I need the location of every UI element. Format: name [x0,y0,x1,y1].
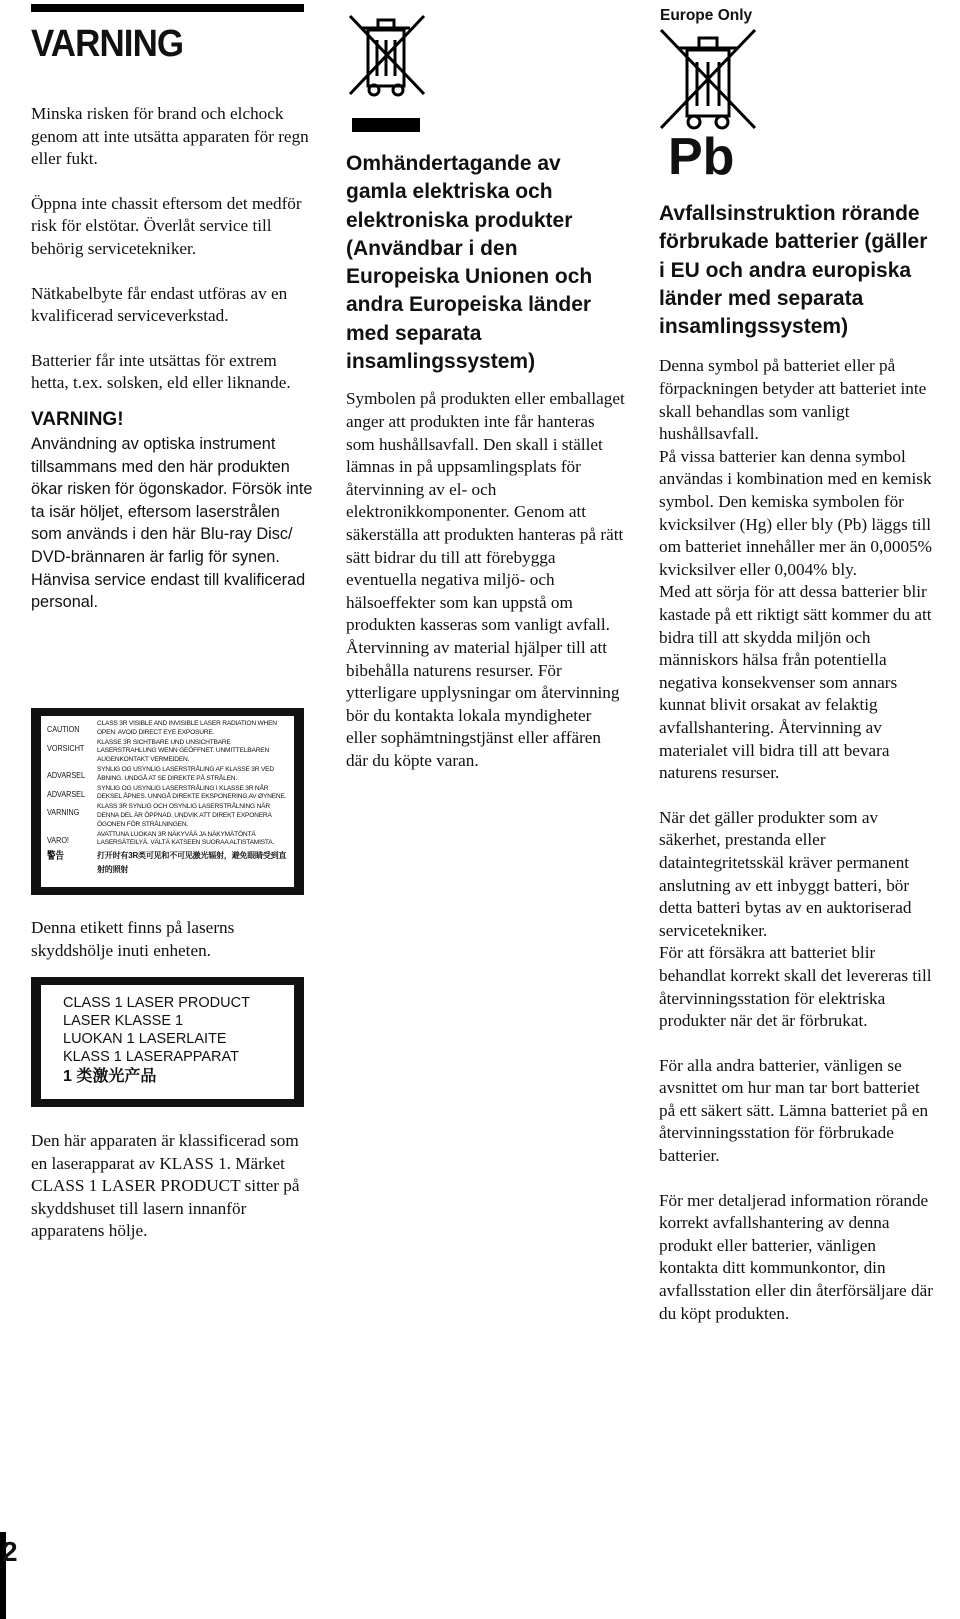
caution-label-row [47,720,290,738]
left-column [31,103,313,614]
paragraph-batteries-heat: Batterier får inte utsättas för extrem hetta, t.ex. solsken, eld eller liknande. [31,350,291,393]
caution-label-tag: VORSICHT [47,742,85,753]
class1-laser-label [31,977,304,1107]
right-column [659,200,939,1325]
caution-label-row [47,739,290,765]
class1-line: LUOKAN 1 LASERLAITE [63,1031,227,1047]
caution-label-tag: ADVARSEL [47,788,86,799]
middle-column [346,150,626,772]
page-title: VARNING [31,23,184,65]
paragraph-optical-warning: Användning av optiska instrument tillsammans med den här produkten ökar risken för ögonskador. Försök inte ta isär höljet, eftersom laserstrålen som används i den här Blu-ray Disc/ DVD-brännaren är farlig för synen. [31,434,313,566]
caution-label-row [47,849,290,877]
battery-p1: Denna symbol på batteriet eller på förpackningen betyder att batteriet inte skall behandlas som vanligt hushållsavfall. [659,356,927,444]
class1-line: LASER KLASSE 1 [63,1013,184,1029]
caution-label-text: 打开时有3R类可见和不可见激光辐射，避免眼睛受到直射的照射 [97,851,287,875]
battery-p7: För mer detaljerad information rörande korrekt avfallshantering av denna produkt eller batterier, vänligen kontakta ditt kommunkontor, din avfallsstation eller din återförsäljare där du köpt produkten. [659,1190,933,1323]
europe-only-label: Europe Only [660,7,753,24]
caution-label-text: SYNLIG OG USYNLIG LASERSTRÅLING I KLASSE 3R NÅR DEKSEL ÅPNES. UNNGÅ DIREKTE EKSPONERING AV ØYNENE. [97,784,287,801]
class1-line: 1 类激光产品 [63,1068,157,1085]
caution-label-tag: 警告 [47,851,64,863]
class1-line: KLASS 1 LASERAPPARAT [63,1049,239,1065]
caution-label-tag: CAUTION [47,724,80,734]
caution-label-text: KLASSE 3R SICHTBARE UND UNSICHTBARE LASERSTRAHLUNG WENN GEÖFFNET. UNMITTELBAREN AUGENKONTAKT VERMEIDEN. [97,738,270,764]
battery-p4: När det gäller produkter som av säkerhet, prestanda eller dataintegritetsskäl kräver permanent anslutning av ett inbyggt batteri, bör detta batteri bytas av en auktoriserad servicetekniker. [659,807,912,940]
caution-label-tag: ADVARSEL [47,769,86,780]
bin-underline-bar [352,118,420,132]
caution-label-row [47,803,290,829]
class1-line: CLASS 1 LASER PRODUCT [63,995,250,1011]
page-number: 2 [2,1536,18,1567]
caution-label-text: AVATTUNA LUOKAN 3R NÄKYVÄÄ JA NÄKYMÄTÖNTÄ LASERSÄTEILYÄ. VÄLTÄ KATSEEN SUORAA ALTISTAMISTA. [97,830,275,847]
paragraph-power-cable: Nätkabelbyte får endast utföras av en kvalificerad serviceverkstad. [31,283,288,326]
weee-heading: Omhändertagande av gamla elektriska och elektroniska produkter (Användbar i den Europeiska Unionen och andra Europeiska länder med separata insamlingssystem) [346,152,593,374]
weee-body: Symbolen på produkten eller emballaget anger att produkten inte får hanteras som hushållsavfall. Den skall i stället lämnas in på uppsamlingsplats för återvinning av el- och elektronikkomponenter. Genom att säkerställa att produkten hanteras på rätt sätt bidrar du till att förebygga eventuella negativa miljö- och hälsoeffekter som kan uppstå om produkten kasseras som vanligt avfall. Återvinning av material hjälper till att bibehålla naturens resurser. För ytterligare upplysningar om återvinning bör du kontakta lokala myndigheter eller sophämtningstjänst eller affären där du köpte varan. [346,389,625,770]
caution-laser-label [31,708,304,895]
pb-chemical-symbol: Pb [668,128,735,186]
paragraph-class1: Den här apparaten är klassificerad som en laserapparat av KLASS 1. Märket CLASS 1 LASER PRODUCT sitter på skyddshuset till lasern innanför apparatens hölje. [31,1131,300,1241]
battery-p2: På vissa batterier kan denna symbol användas i kombination med en kemisk symbol. Den kemiska symbolen för kvicksilver (Hg) eller bly (Pb) läggs till om batteriet innehåller mer än 0,0005% kvicksilver eller 0,004% bly. [659,446,932,579]
battery-p3: Med att sörja för att dessa batterier blir kastade på ett riktigt sätt kommer du att bidra till att skydda miljön och människors hälsa från potentiella negativa konsekvenser som annars kunnat blivit orsakat av felaktig avfallshantering. Återvinning av materialet vill bidra till att bevara naturens resurser. [659,582,932,783]
paragraph-fire-risk: Minska risken för brand och elchock genom att inte utsätta apparaten för regn eller fukt. [31,104,309,169]
battery-p5: För att försäkra att batteriet blir behandlat korrekt skall det levereras till återvinningsstation för elektriska produkter när det är förbrukat. [659,943,932,1031]
caution-label-row [47,766,290,784]
paragraph-service-personnel: Hänvisa service endast till kvalificerad personal. [31,570,306,612]
paragraph-label-location: Denna etikett finns på laserns skyddshölje inuti enheten. [31,918,235,960]
caution-label-row [47,785,290,803]
caution-label-row [47,831,290,849]
battery-heading: Avfallsinstruktion rörande förbrukade batterier (gäller i EU och andra europiska länder med separata insamlingssystem) [659,202,928,339]
crossed-bin-icon [346,12,428,98]
title-rule [31,4,304,12]
caution-label-text: KLASS 3R SYNLIG OCH OSYNLIG LASERSTRÅLNING NÄR DENNA DEL ÄR ÖPPNAD. UNDVIK ATT DIREKT EXPONERA ÖGONEN FÖR STRÅLNINGEN. [97,803,272,828]
caution-label-text: CLASS 3R VISIBLE AND INVISIBLE LASER RADIATION WHEN OPEN. AVOID DIRECT EYE EXPOSURE. [97,720,277,736]
battery-p6: För alla andra batterier, vänligen se avsnittet om hur man tar bort batteriet på ett säkert sätt. Lämna batteriet på en återvinningsstation för förbrukade batterier. [659,1055,929,1166]
caution-label-tag: VARO! [47,834,69,845]
caution-label-tag: VARNING [47,807,80,818]
warning-heading: VARNING! [31,408,124,430]
caution-label-text: SYNLIG OG USYNLIG LASERSTRÅLING AF KLASSE 3R VED ÅBNING. UNDGÅ AT SE DIREKTE PÅ STRÅLEN. [97,765,274,782]
crossed-bin-battery-icon [657,26,759,132]
paragraph-chassis: Öppna inte chassit eftersom det medför risk för elstötar. Överlåt service till behörig servicetekniker. [31,193,302,258]
